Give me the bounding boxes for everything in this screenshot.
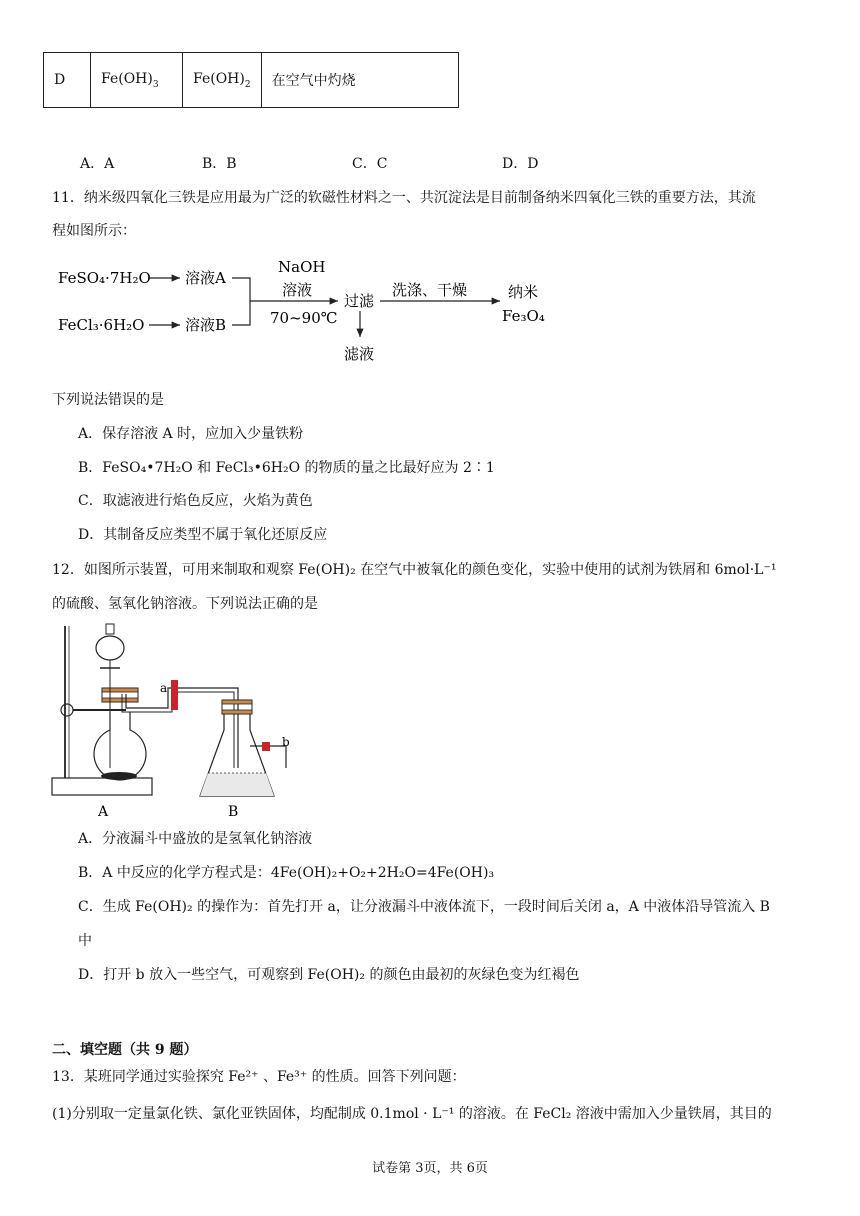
- separatory-funnel: [96, 636, 124, 660]
- q12-option-b: B．A 中反应的化学方程式是：4Fe(OH)₂+O₂+2H₂O=4Fe(OH)₃: [78, 865, 495, 881]
- flow-solA: 溶液A: [185, 269, 226, 287]
- flow-filter: 过滤: [344, 292, 375, 310]
- label-flask-a: A: [98, 804, 109, 820]
- label-flask-b: B: [228, 804, 239, 820]
- table-cell-fe-oh3: $Fe(OH)_3$: [91, 53, 183, 108]
- q12-option-a: A．分液漏斗中盛放的是氢氧化钠溶液: [78, 831, 313, 847]
- q12-option-d: D．打开 b 放入一些空气，可观察到 Fe(OH)₂ 的颜色由最初的灰绿色变为红褐色: [78, 967, 580, 983]
- flow-product2: Fe₃O₄: [502, 307, 545, 325]
- clip-b: [262, 742, 270, 751]
- flow-reagent1: FeSO₄·7H₂O: [58, 269, 151, 287]
- flow-solB: 溶液B: [185, 316, 227, 334]
- connecting-tube: [126, 688, 238, 768]
- q12-option-c: C．生成 Fe(OH)₂ 的操作为：首先打开 a，让分液漏斗中液体流下，一段时间后关闭 a，A 中液体沿导管流入 B: [78, 899, 770, 915]
- q10-option-d: D．D: [502, 156, 539, 172]
- flow-wash: 洗涤、干燥: [392, 281, 468, 299]
- q11-flow-diagram: [52, 255, 572, 370]
- q12-stem-line2: 的硫酸、氢氧化钠溶液。下列说法正确的是: [52, 596, 318, 612]
- table-cell-label: D: [44, 53, 91, 108]
- q12-option-c-cont: 中: [78, 933, 92, 949]
- q11-stem-line2: 程如图所示：: [52, 223, 136, 239]
- flow-temp: 70~90℃: [270, 309, 338, 327]
- flow-naoh: NaOH: [278, 258, 326, 276]
- flow-merge-bracket: [232, 278, 250, 325]
- q10-option-b: B．B: [202, 156, 237, 172]
- label-a: a: [160, 681, 168, 695]
- q11-option-c: C．取滤液进行焰色反应，火焰为黄色: [78, 493, 313, 509]
- flask-a-stopper-band: [102, 688, 138, 692]
- q11-stem-line1: 11．纳米级四氧化三铁是应用最为广泛的软磁性材料之一、共沉淀法是目前制备纳米四氧化三铁的重要方法，其流: [52, 190, 756, 206]
- flow-product1: 纳米: [508, 283, 539, 301]
- clip-a: [171, 680, 178, 710]
- q11-prompt: 下列说法错误的是: [52, 392, 164, 408]
- table-cell-method: 在空气中灼烧: [261, 53, 458, 108]
- iron-filings: [101, 772, 137, 780]
- q10-option-a: A．A: [80, 156, 115, 172]
- q11-option-d: D．其制备反应类型不属于氧化还原反应: [78, 527, 328, 543]
- flask-a: [94, 712, 146, 780]
- option-table: [43, 52, 459, 108]
- q11-option-b: B．FeSO₄•7H₂O 和 FeCl₃•6H₂O 的物质的量之比最好应为 2∶1: [78, 460, 495, 476]
- q10-option-c: C．C: [352, 156, 388, 172]
- page-footer: 试卷第 3页，共 6页: [372, 1161, 488, 1176]
- stand-clamp: [61, 704, 73, 716]
- stand-base: [52, 778, 152, 795]
- q13-stem: 13．某班同学通过实验探究 Fe²⁺ 、Fe³⁺ 的性质。回答下列问题：: [52, 1069, 466, 1085]
- flow-filtrate: 滤液: [344, 345, 375, 363]
- q12-apparatus-diagram: [48, 618, 308, 823]
- flow-reagent2: FeCl₃·6H₂O: [58, 316, 145, 334]
- flow-naoh2: 溶液: [282, 281, 313, 299]
- section-heading: 二、填空题（共 9 题）: [52, 1042, 198, 1058]
- solution-b: [200, 773, 274, 796]
- q13-part1: (1)分别取一定量氯化铁、氯化亚铁固体，均配制成 0.1mol · L⁻¹ 的溶液。在 FeCl₂ 溶液中需加入少量铁屑，其目的: [52, 1106, 772, 1122]
- q11-option-a: A．保存溶液 A 时，应加入少量铁粉: [78, 426, 304, 442]
- label-b: b: [282, 735, 290, 749]
- table-row: [44, 53, 459, 108]
- table-cell-fe-oh2: $Fe(OH)_2$: [183, 53, 262, 108]
- q12-stem-line1: 12．如图所示装置，可用来制取和观察 Fe(OH)₂ 在空气中被氧化的颜色变化，实验中使用的试剂为铁屑和 6mol·L⁻¹: [52, 562, 777, 578]
